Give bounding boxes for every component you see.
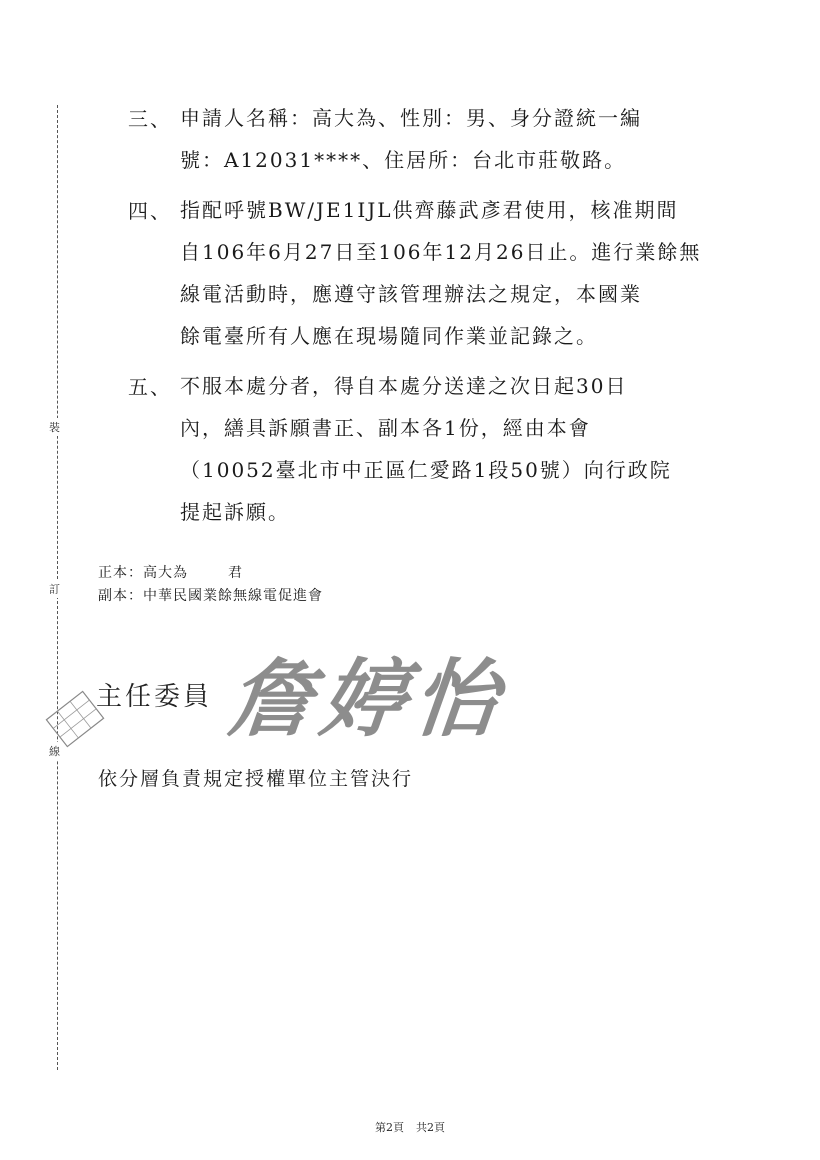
item-number: 四、 [128, 199, 172, 223]
item-line: 申請人名稱：高大為、性別：男、身分證統一編 [180, 106, 642, 130]
secondary-copy-recipient: 中華民國業餘無線電促進會 [143, 588, 323, 604]
original-copy-suffix: 君 [228, 565, 243, 581]
item-line: 提起訴願。 [180, 500, 290, 524]
item-line: 餘電臺所有人應在現場隨同作業並記錄之。 [180, 324, 598, 348]
item-line: 自106年6月27日至106年12月26日止。進行業餘無 [180, 240, 702, 264]
item-line: 內，繕具訴願書正、副本各1份，經由本會 [180, 416, 591, 440]
original-copy-label: 正本： [98, 565, 143, 581]
signature: 詹婷怡 [224, 649, 511, 748]
original-copy [98, 563, 323, 586]
secondary-copy [98, 586, 323, 609]
binding-mark-ding: 訂 [49, 580, 60, 598]
item-line: 號：A12031****、住居所：台北市莊敬路。 [180, 148, 627, 172]
delegation-note: 依分層負責規定授權單位主管決行 [98, 768, 414, 790]
copies-block [98, 563, 323, 609]
original-copy-recipient: 高大為 [143, 565, 188, 581]
item-line: 不服本處分者，得自本處分送達之次日起30日 [180, 374, 628, 398]
item-line: 指配呼號BW/JE1IJL供齊藤武彥君使用，核准期間 [180, 198, 679, 222]
item-number: 五、 [128, 375, 172, 399]
binding-mark-xian: 線 [49, 742, 60, 760]
page-number [0, 1119, 820, 1135]
item-line: 線電活動時，應遵守該管理辦法之規定，本國業 [180, 282, 642, 306]
item-number: 三、 [128, 107, 172, 131]
secondary-copy-label: 副本： [98, 588, 143, 604]
current-page: 第2頁 [375, 1121, 404, 1134]
item-3 [128, 103, 728, 187]
item-5 [128, 371, 728, 539]
binding-mark-zhuang: 裝 [49, 418, 60, 436]
total-pages: 共2頁 [416, 1121, 445, 1134]
item-line: （10052臺北市中正區仁愛路1段50號）向行政院 [180, 458, 672, 482]
item-4 [128, 195, 728, 363]
signatory-title: 主任委員 [96, 682, 213, 712]
